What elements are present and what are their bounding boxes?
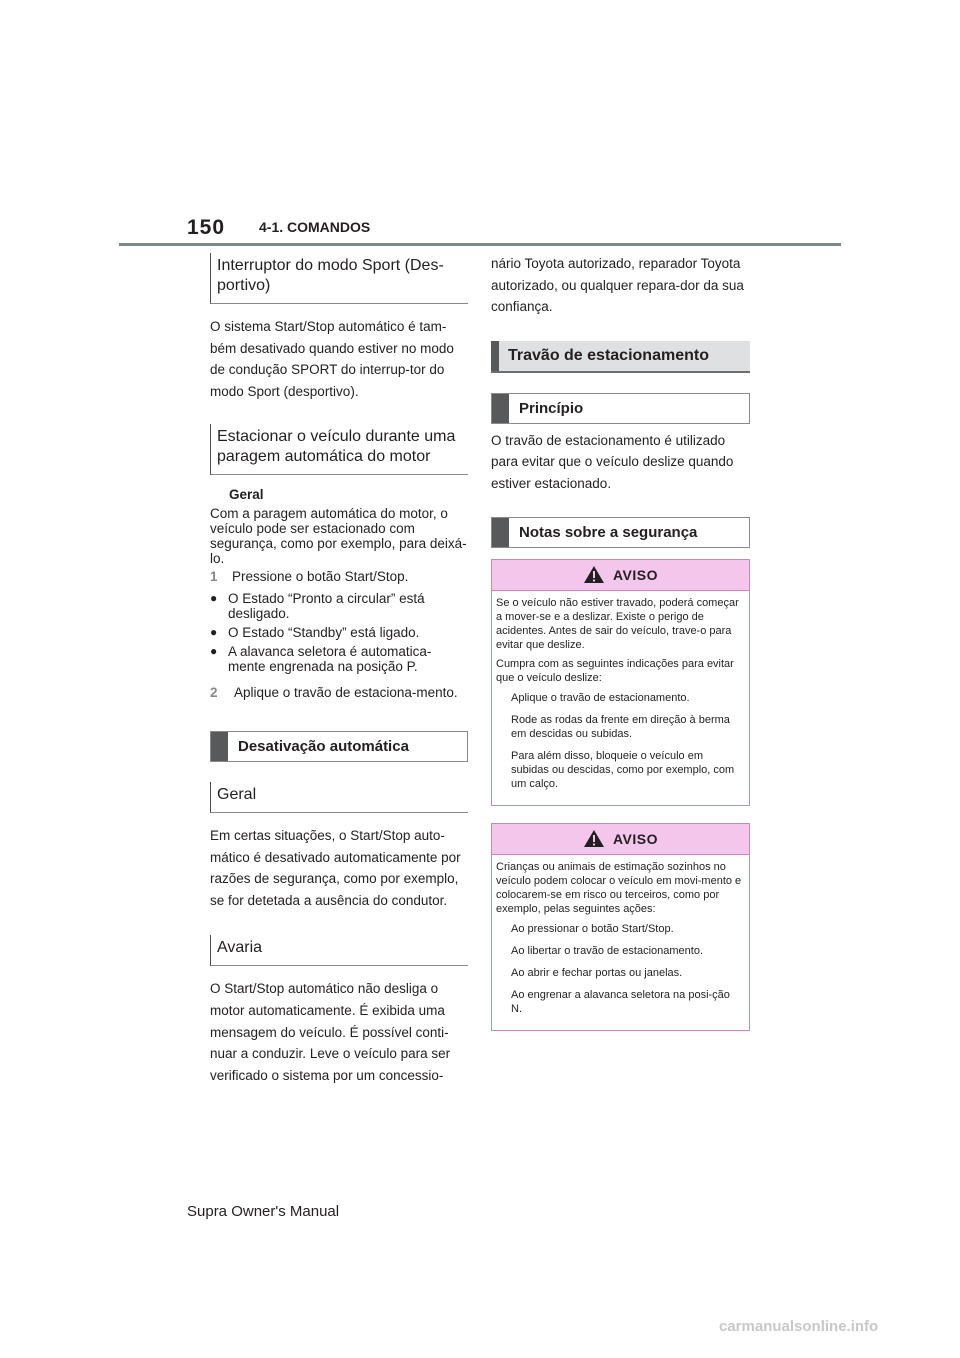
auto-deactivation-title: Desativação automática bbox=[238, 737, 409, 755]
warning-triangle-icon bbox=[583, 565, 605, 584]
warning-item: Aplique o travão de estacionamento. bbox=[511, 691, 690, 704]
safety-title: Notas sobre a segurança bbox=[519, 523, 698, 541]
warning-item: Para além disso, bloqueie o veículo em subidas ou descidas, como por exemplo, com um calço. bbox=[511, 749, 735, 790]
heading-bar bbox=[492, 518, 509, 547]
principle-text: O travão de estacionamento é utilizado para evitar que o veículo deslize quando estiver estacionado. bbox=[491, 432, 734, 491]
principle-title: Princípio bbox=[519, 399, 584, 417]
warning-box-1 bbox=[491, 559, 750, 806]
parking-brake-title: Travão de estacionamento bbox=[508, 346, 709, 364]
continued-text: nário Toyota autorizado, reparador Toyota autorizado, ou qualquer repara-dor da sua confiança. bbox=[491, 256, 744, 315]
auto-deactivation-heading bbox=[210, 731, 468, 762]
warning-box-2 bbox=[491, 823, 750, 1031]
warning-title: AVISO bbox=[612, 830, 659, 847]
warning-item: Ao pressionar o botão Start/Stop. bbox=[511, 922, 674, 935]
step-2-text: Aplique o travão de estaciona-mento. bbox=[234, 685, 458, 701]
heading-bar bbox=[492, 394, 509, 423]
step-1-number: 1 bbox=[210, 569, 218, 585]
principle-heading bbox=[491, 393, 750, 424]
geral-text: Em certas situações, o Start/Stop auto-mático é desativado automaticamente por razões de segurança, como por exemplo, se for detetada a ausência do condutor. bbox=[210, 827, 461, 908]
park-text: Com a paragem automática do motor, o veículo pode ser estacionado com segurança, como por exemplo, para deixá-lo. bbox=[210, 506, 467, 567]
warning-item: Ao libertar o travão de estacionamento. bbox=[511, 944, 704, 957]
step-1-text: Pressione o botão Start/Stop. bbox=[232, 569, 409, 585]
sport-heading: Interruptor do modo Sport (Des-portivo) bbox=[210, 253, 468, 304]
watermark: carmanualsonline.info bbox=[719, 1318, 879, 1335]
heading-bar bbox=[491, 341, 499, 371]
avaria-heading: Avaria bbox=[210, 935, 468, 966]
park-heading: Estacionar o veículo durante uma paragem automática do motor bbox=[210, 424, 468, 475]
bullet-item bbox=[210, 591, 468, 621]
bullet-item bbox=[210, 644, 468, 674]
bullet-dot-icon: ● bbox=[210, 591, 218, 606]
right-column bbox=[491, 253, 750, 1031]
warning-text: Crianças ou animais de estimação sozinhos no veículo podem colocar o veículo em movi-mento e colocarem-se em risco ou terceiros, como por exemplo, pelas seguintes ações: bbox=[496, 860, 742, 915]
bullet-item bbox=[210, 625, 468, 640]
header-rule bbox=[119, 243, 841, 246]
page-number: 150 bbox=[187, 216, 226, 239]
bullet-dot-icon: ● bbox=[210, 625, 218, 640]
bullet-text: O Estado “Standby” está ligado. bbox=[228, 625, 420, 641]
heading-bar bbox=[211, 732, 228, 761]
geral-heading: Geral bbox=[210, 782, 468, 813]
warning-header bbox=[492, 560, 749, 591]
bullet-text: O Estado “Pronto a circular” está desligado. bbox=[228, 591, 425, 622]
left-column bbox=[210, 253, 468, 1086]
footer-manual-title: Supra Owner's Manual bbox=[187, 1203, 340, 1220]
warning-title: AVISO bbox=[612, 566, 659, 583]
step-2 bbox=[210, 682, 468, 704]
bullet-text: A alavanca seletora é automatica-mente engrenada na posição P. bbox=[228, 644, 432, 675]
parking-brake-heading bbox=[491, 341, 750, 373]
park-label: Geral bbox=[229, 487, 264, 503]
chapter-title: 4-1. COMANDOS bbox=[259, 219, 371, 235]
sport-text: O sistema Start/Stop automático é tam-bém desativado quando estiver no modo de condução SPORT do interrup-tor do modo Sport (desportivo). bbox=[210, 319, 454, 399]
step-1 bbox=[210, 569, 468, 585]
safety-heading bbox=[491, 517, 750, 548]
warning-triangle-icon bbox=[583, 829, 605, 848]
bullet-dot-icon: ● bbox=[210, 644, 218, 659]
warning-item: Ao engrenar a alavanca seletora na posi-ção N. bbox=[511, 988, 730, 1015]
warning-text: Se o veículo não estiver travado, poderá começar a mover-se e a deslizar. Existe o perigo de acidentes. Antes de sair do veículo, trave-o para evitar que deslize. bbox=[496, 596, 739, 651]
warning-item: Rode as rodas da frente em direção à berma em descidas ou subidas. bbox=[511, 713, 730, 740]
warning-text: Cumpra com as seguintes indicações para evitar que o veículo deslize: bbox=[496, 657, 734, 684]
warning-header bbox=[492, 824, 749, 855]
step-2-number: 2 bbox=[210, 685, 218, 701]
avaria-text: O Start/Stop automático não desliga o motor automaticamente. É exibida uma mensagem do veículo. É possível conti-nuar a conduzir. Leve o veículo para ser verificado o sistema por um concessio- bbox=[210, 981, 451, 1083]
warning-item: Ao abrir e fechar portas ou janelas. bbox=[511, 966, 683, 979]
